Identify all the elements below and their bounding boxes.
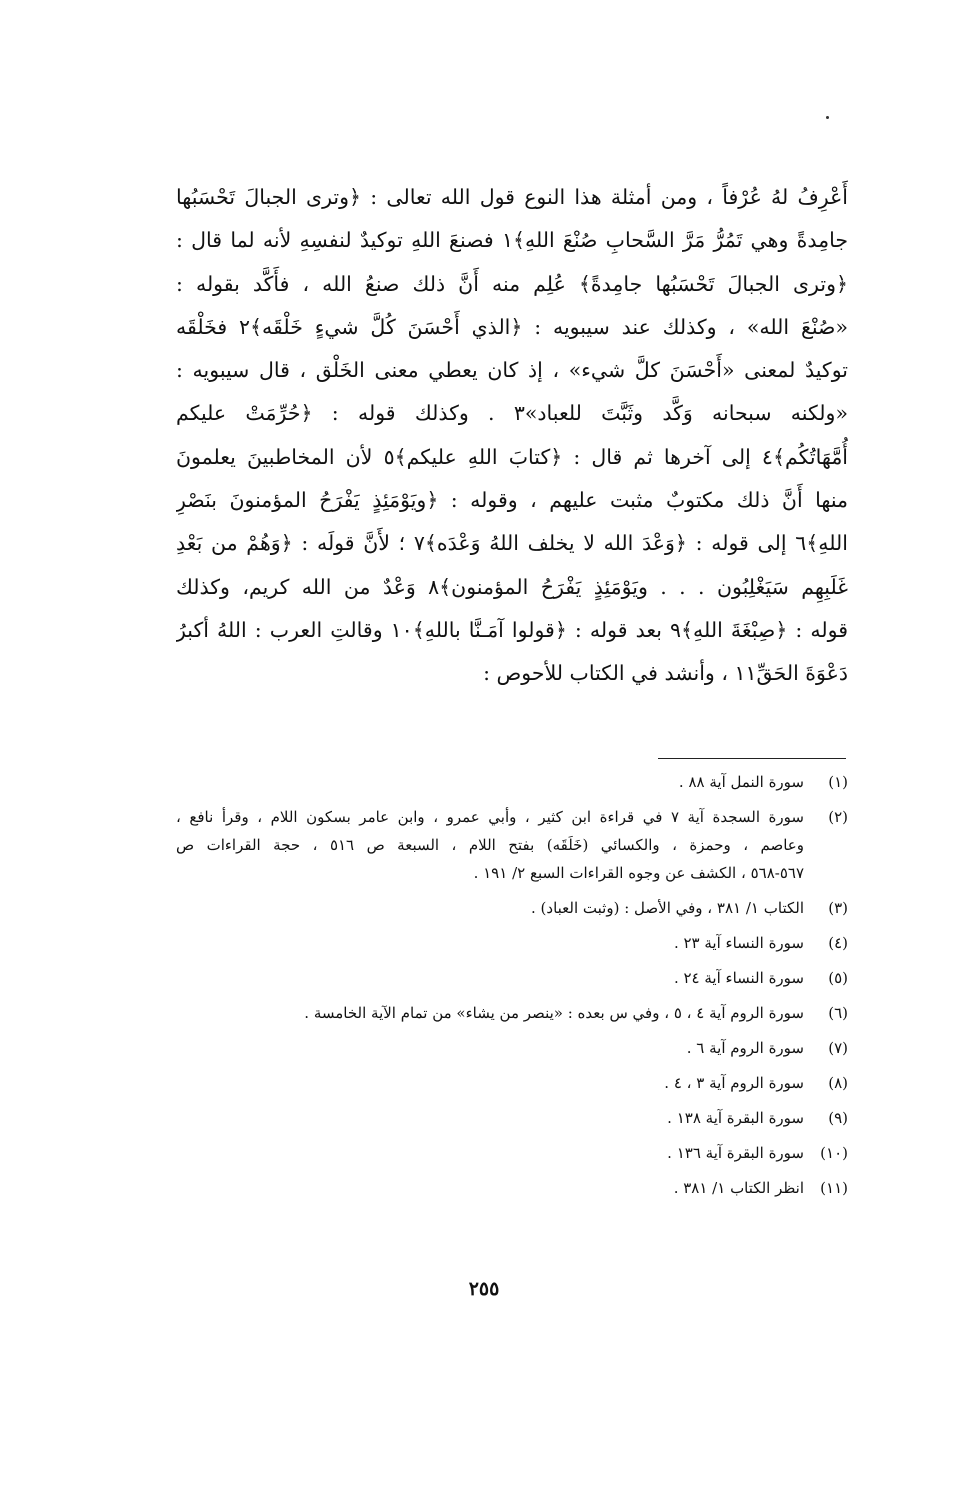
body-line: دَعْوَةَ الحَقِّ١١ ، وأنشد في الكتاب للأحوص : xyxy=(483,661,848,686)
main-text xyxy=(176,176,848,696)
footnote-text: سورة النساء آية ٢٣ . xyxy=(673,934,804,952)
body-line: «صُنْعَ الله» ، وكذلك عند سيبويه : ﴿الذي أَحْسَنَ كُلَّ شيءٍ خَلْقَه﴾٢ فخَلْقَه xyxy=(176,314,848,339)
body-line: أُمَّهَاتُكُم﴾٤ إلى آخرها ثم قال : ﴿كتابَ اللهِ عليكم﴾٥ لأن المخاطبينَ يعلمونَ xyxy=(176,444,848,469)
footnote-7 xyxy=(176,1034,848,1062)
footnote-text: الكتاب ١/ ٣٨١ ، وفي الأصل : (وثبت العباد) . xyxy=(531,899,804,917)
body-line: «ولكنه سبحانه وَكَّد وثَبَّتَ للعباد»٣ . وكذلك قوله : ﴿حُرِّمَتْ عليكم xyxy=(176,401,848,426)
footnote-text: سورة البقرة آية ١٣٦ . xyxy=(667,1144,804,1162)
body-line: منها أَنَّ ذلك مكتوبٌ مثبت عليهم ، وقوله : ﴿ويَوْمَئِذٍ يَفْرَحُ المؤمنونَ بنَصْرِ xyxy=(176,488,848,513)
body-line: ﴿وترى الجبالَ تَحْسَبُها جامِدةً﴾ عُلِم منه أَنَّ ذلك صنعُ الله ، فأَكَّد بقوله : xyxy=(176,271,848,296)
footnote-text: انظر الكتاب ١/ ٣٨١ . xyxy=(673,1179,804,1197)
footnote-4 xyxy=(176,929,848,957)
body-line: توكيدٌ لمعنى «أَحْسَنَ كلَّ شيء» ، إذ كان يعطي معنى الخَلْق ، قال سيبويه : xyxy=(176,358,848,383)
footnote-number: (٨) xyxy=(828,1074,848,1092)
footnotes xyxy=(176,768,848,1209)
footnote-6 xyxy=(176,999,848,1027)
body-line: قوله : ﴿صِبْغَةَ اللهِ﴾٩ بعد قوله : ﴿قولوا آمَـنَّا باللهِ﴾١٠ وقالتِ العرب : اللهُ أكبرُ xyxy=(176,617,848,642)
footnote-number: (٧) xyxy=(828,1039,848,1057)
footnote-number: (٢) xyxy=(828,808,848,826)
footnote-text: سورة الروم آية ٤ ، ٥ ، وفي س بعده : «ينصر من يشاء» من تمام الآية الخامسة . xyxy=(304,1004,804,1022)
footnote-text: ٥٦٧-٥٦٨ ، الكشف عن وجوه القراءات السبع ٢/ ١٩١ . xyxy=(473,864,804,882)
footnote-text: سورة النساء آية ٢٤ . xyxy=(673,969,804,987)
footnote-number: (١) xyxy=(828,773,848,791)
page-number: ٢٥٥ xyxy=(468,1278,500,1300)
body-line: اللهِ﴾٦ إلى قوله : ﴿وَعْدَ الله لا يخلف اللهُ وَعْدَه﴾٧ ؛ لأَنَّ قولَه : ﴿وَهُمْ من بَعْدِ xyxy=(176,531,848,556)
footnote-number: (١٠) xyxy=(820,1144,848,1162)
footnote-10 xyxy=(176,1139,848,1167)
footnote-text: سورة النمل آية ٨٨ . xyxy=(678,773,804,791)
body-line: أَعْرِفُ لهُ عُرْفاً ، ومن أمثلة هذا النوع قول الله تعالى : ﴿وترى الجبالَ تَحْسَبُها xyxy=(176,185,848,209)
footnote-text: سورة الروم آية ٣ ، ٤ . xyxy=(664,1074,804,1092)
footnote-text: سورة الروم آية ٦ . xyxy=(686,1039,804,1057)
footnote-8 xyxy=(176,1069,848,1097)
footnote-separator xyxy=(658,758,846,759)
footnote-text: سورة السجدة آية ٧ في قراءة ابن كثير ، وأبي عمرو ، وابن عامر بسكون اللام ، وقرأ نافع ، xyxy=(176,808,804,826)
body-line: جامِدةً وهي تَمُرُّ مَرَّ السَّحابِ صُنْعَ اللهِ﴾١ فصنعَ اللهِ توكيدٌ لنفسِهِ لأنه لما قال : xyxy=(176,228,848,253)
footnote-number: (٤) xyxy=(828,934,848,952)
footnote-number: (٩) xyxy=(828,1109,848,1127)
footnote-2 xyxy=(176,803,848,887)
footnote-number: (٥) xyxy=(828,969,848,987)
stray-dot xyxy=(826,116,829,119)
footnote-number: (٣) xyxy=(828,899,848,917)
footnote-number: (٦) xyxy=(828,1004,848,1022)
body-line: غَلَبِهِم سَيَغْلِبُون . . . ويَوْمَئِذٍ يَفْرَحُ المؤمنون﴾٨ وَعْدٌ من الله كريم، وكذلك xyxy=(176,574,848,599)
footnote-1 xyxy=(176,768,848,796)
footnote-11 xyxy=(176,1174,848,1202)
footnote-5 xyxy=(176,964,848,992)
footnote-3 xyxy=(176,894,848,922)
footnote-number: (١١) xyxy=(820,1179,848,1197)
footnote-9 xyxy=(176,1104,848,1132)
footnote-text: سورة البقرة آية ١٣٨ . xyxy=(667,1109,804,1127)
footnote-text: وعاصم ، وحمزة ، والكسائي (خَلَقَه) بفتح اللام ، السبعة ص ٥١٦ ، حجة القراءات ص xyxy=(176,836,804,854)
